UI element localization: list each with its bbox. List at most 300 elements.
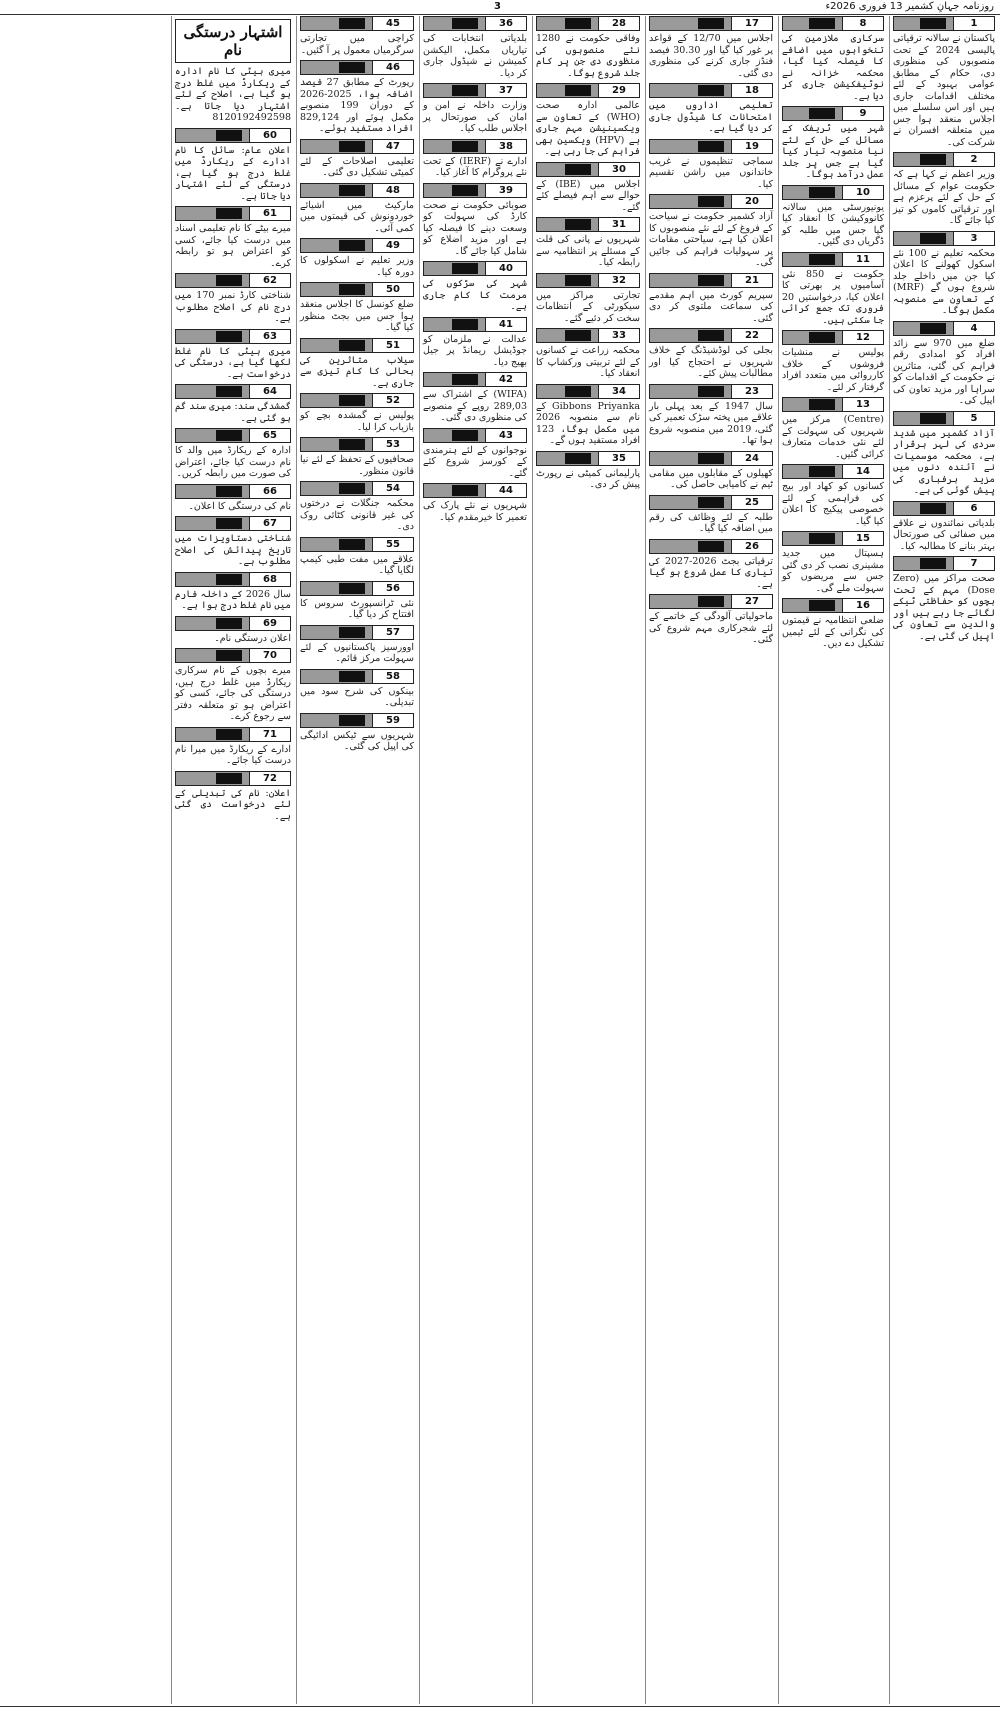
news-item <box>649 273 773 325</box>
header-tag-icon <box>809 466 835 477</box>
item-body: کسانوں کو کھاد اور بیج کی فراہمی کے لئے خصوصی پیکیج کا اعلان کیا گیا۔ <box>782 481 884 527</box>
header-tag-icon <box>339 539 365 550</box>
item-body: طلبہ کے لئے وظائف کی رقم میں اضافہ کیا گیا۔ <box>649 511 773 534</box>
news-item <box>300 537 414 577</box>
news-item <box>175 428 291 480</box>
item-body: ترقیاتی بجٹ 2026-2027 کی تیاری کا عمل شروع ہو گیا ہے۔ <box>649 555 773 590</box>
item-header <box>175 727 291 742</box>
item-number: 35 <box>598 452 639 465</box>
header-tag-icon <box>452 430 478 441</box>
item-header <box>782 531 884 546</box>
header-tag-icon <box>216 208 242 219</box>
item-header <box>300 16 414 31</box>
header-tag-icon <box>698 18 724 29</box>
item-body: (WIFA) کے اشتراک سے 289,03 روپے کے منصوبے کی منظوری دی گئی۔ <box>423 389 527 423</box>
news-item <box>300 437 414 477</box>
item-number: 72 <box>249 772 290 785</box>
header-tag-icon <box>565 164 591 175</box>
item-number: 55 <box>372 538 413 551</box>
item-number: 3 <box>953 232 994 245</box>
news-item <box>423 261 527 313</box>
page-number: 3 <box>494 1 501 12</box>
header-tag-icon <box>809 533 835 544</box>
item-header <box>536 273 640 288</box>
news-item <box>423 16 527 79</box>
header-tag-icon <box>565 219 591 230</box>
item-header <box>893 501 995 516</box>
header-tag-icon <box>698 386 724 397</box>
news-item <box>175 572 291 612</box>
item-number: 37 <box>485 84 526 97</box>
item-body: صحافیوں کے تحفظ کے لئے نیا قانون منظور۔ <box>300 454 414 477</box>
news-item <box>175 771 291 823</box>
item-number: 65 <box>249 429 290 442</box>
header-tag-icon <box>452 374 478 385</box>
item-body: ادارہ کے ریکارڈ میں والد کا نام درست کیا جائے، اعتراض کی صورت میں رابطہ کریں۔ <box>175 445 291 479</box>
news-item <box>649 539 773 591</box>
header-tag-icon <box>698 596 724 607</box>
item-header <box>649 194 773 209</box>
item-number: 19 <box>731 140 772 153</box>
item-header <box>175 273 291 288</box>
header-tag-icon <box>216 650 242 661</box>
item-header <box>175 484 291 499</box>
item-body: یونیورسٹی میں سالانہ کانووکیشن کا انعقاد کیا گیا جس میں طلبہ کو ڈگریاں دی گئیں۔ <box>782 201 884 247</box>
news-item <box>423 372 527 424</box>
item-number: 63 <box>249 330 290 343</box>
item-body: اعلان درستگی نام۔ <box>214 632 291 644</box>
item-body: میرے بچوں کے نام سرکاری ریکارڈ میں غلط درج ہیں، درستگی کی جائے، کسی کو اعتراض ہو تو متعلقہ دفتر سے رجوع کرے۔ <box>175 665 291 722</box>
header-tag-icon <box>698 141 724 152</box>
news-item <box>300 183 414 235</box>
news-item <box>782 252 884 327</box>
item-body: شہر میں ٹریفک کے مسائل کے حل کے لئے نیا منصوبہ تیار کیا گیا ہے جس پر جلد عمل درآمد ہوگا۔ <box>782 123 884 180</box>
item-number: 2 <box>953 153 994 166</box>
item-header <box>893 231 995 246</box>
item-number: 34 <box>598 385 639 398</box>
news-item <box>175 329 291 381</box>
masthead <box>0 0 1000 15</box>
item-number: 68 <box>249 573 290 586</box>
item-body: عدالت نے ملزمان کو جوڈیشل ریمانڈ پر جیل بھیج دیا۔ <box>423 333 527 368</box>
header-tag-icon <box>216 574 242 585</box>
item-number: 12 <box>842 331 883 344</box>
item-body: محکمہ زراعت نے کسانوں کے لئے تربیتی ورکشاپ کا انعقاد کیا۔ <box>536 345 640 379</box>
item-header <box>300 625 414 640</box>
item-header <box>300 669 414 684</box>
item-header <box>300 581 414 596</box>
item-body: پارلیمانی کمیٹی نے رپورٹ پیش کر دی۔ <box>536 467 640 490</box>
item-header <box>175 516 291 531</box>
item-number: 48 <box>372 184 413 197</box>
item-number: 16 <box>842 599 883 612</box>
news-item <box>649 495 773 535</box>
header-tag-icon <box>565 453 591 464</box>
news-item <box>782 106 884 181</box>
item-number: 33 <box>598 329 639 342</box>
header-tag-icon <box>216 618 242 629</box>
item-number: 46 <box>372 61 413 74</box>
item-number: 45 <box>372 17 413 30</box>
header-tag-icon <box>339 284 365 295</box>
item-number: 30 <box>598 163 639 176</box>
item-body: ضلع میں 970 سے زائد افراد کو امدادی رقم فراہم کی گئی، متاثرین نے حکومت کے اقدامات کو سراہا اور مزید تعاون کی اپیل کی۔ <box>893 337 995 406</box>
header-tag-icon <box>565 18 591 29</box>
item-body: آزاد کشمیر حکومت نے سیاحت کے فروغ کے لئے نئے منصوبوں کا اعلان کیا ہے، سیاحتی مقامات پر سہولیات فراہم کی جائیں گی۔ <box>649 211 773 268</box>
news-item <box>300 669 414 709</box>
item-body: Gibbons Priyanka کے نام سے منصوبہ 2026 میں مکمل ہوگا، 123 افراد مستفید ہوں گے۔ <box>536 400 640 446</box>
item-body: کھیلوں کے مقابلوں میں مقامی ٹیم نے کامیابی حاصل کی۔ <box>649 467 773 490</box>
news-item <box>423 183 527 258</box>
header-tag-icon <box>809 187 835 198</box>
item-header <box>175 384 291 399</box>
news-item <box>300 16 414 56</box>
header-tag-icon <box>809 108 835 119</box>
item-number: 62 <box>249 274 290 287</box>
header-tag-icon <box>216 773 242 784</box>
item-body: شہر کی سڑکوں کی مرمت کا کام جاری ہے۔ <box>423 278 527 312</box>
item-header <box>300 338 414 353</box>
header-tag-icon <box>698 275 724 286</box>
item-header <box>893 16 995 31</box>
item-header <box>893 411 995 426</box>
news-item <box>175 128 291 203</box>
header-tag-icon <box>216 430 242 441</box>
item-body: وزارت داخلہ نے امن و امان کی صورتحال پر اجلاس طلب کیا۔ <box>423 100 527 134</box>
news-item <box>300 60 414 135</box>
item-body: شناختی کارڈ نمبر 170 میں درج نام کی اصلاح مطلوب ہے۔ <box>175 290 291 324</box>
header-tag-icon <box>339 18 365 29</box>
item-body: اوورسیز پاکستانیوں کے لئے سہولت مرکز قائم۔ <box>300 641 414 664</box>
column-2 <box>778 16 887 1704</box>
item-body: پاکستان نے سالانہ ترقیاتی پالیسی 2024 کے تحت منصوبوں کی منظوری دی، حکام کے مطابق عوامی بہبود کے لئے مختلف اقدامات جاری ہیں اور اس سلسلے میں اجلاس منعقد ہوا جس میں متعلقہ افسران نے شرکت کی۔ <box>893 33 995 148</box>
news-item <box>423 83 527 135</box>
header-tag-icon <box>809 18 835 29</box>
news-item <box>536 451 640 491</box>
column-3 <box>645 16 776 1704</box>
item-body: نوجوانوں کے لئے ہنرمندی کے کورسز شروع کئے گئے۔ <box>423 444 527 479</box>
news-item <box>423 139 527 179</box>
news-item <box>893 231 995 317</box>
news-item <box>782 598 884 650</box>
item-number: 31 <box>598 218 639 231</box>
news-item <box>649 328 773 380</box>
item-header <box>649 594 773 609</box>
news-item <box>782 464 884 527</box>
news-item <box>782 397 884 460</box>
item-header <box>649 139 773 154</box>
item-header <box>782 106 884 121</box>
item-header <box>175 428 291 443</box>
item-header <box>300 393 414 408</box>
item-body: رپورٹ کے مطابق 27 فیصد اضافہ ہوا، 2025-2026 کے دوران 199 منصوبے مکمل ہوئے اور 829,124 افراد مستفید ہوئے۔ <box>300 77 414 134</box>
header-tag-icon <box>216 331 242 342</box>
item-number: 52 <box>372 394 413 407</box>
item-body: پولیس نے گمشدہ بچے کو بازیاب کرا لیا۔ <box>300 410 414 433</box>
header-tag-icon <box>920 154 946 165</box>
item-number: 66 <box>249 485 290 498</box>
item-body: تعلیمی اداروں میں امتحانات کا شیڈول جاری کر دیا گیا ہے۔ <box>649 100 773 134</box>
ads-title: اشتہار درستگی نام <box>175 19 291 63</box>
item-header <box>423 317 527 332</box>
news-item <box>782 185 884 248</box>
item-body: سماجی تنظیموں نے غریب خاندانوں میں راشن تقسیم کیا۔ <box>649 155 773 190</box>
item-number: 14 <box>842 465 883 478</box>
item-header <box>782 16 884 31</box>
item-body: کراچی میں تجارتی سرگرمیاں معمول پر آ گئیں۔ <box>300 33 414 56</box>
header-tag-icon <box>698 330 724 341</box>
item-body: محکمہ جنگلات نے درختوں کی غیر قانونی کٹائی روک دی۔ <box>300 498 414 532</box>
item-header <box>300 437 414 452</box>
item-number: 41 <box>485 318 526 331</box>
item-body: ماحولیاتی آلودگی کے خاتمے کے لئے شجرکاری مہم شروع کی گئی۔ <box>649 611 773 645</box>
item-number: 1 <box>953 17 994 30</box>
header-tag-icon <box>452 485 478 496</box>
item-body: تعلیمی اصلاحات کے لئے کمیٹی تشکیل دی گئی۔ <box>300 155 414 178</box>
item-number: 69 <box>249 617 290 630</box>
item-body: علاقے میں مفت طبی کیمپ لگایا گیا۔ <box>300 553 414 576</box>
item-body: میری بیٹی کا نام غلط لکھا گیا ہے، درستگی کی درخواست ہے۔ <box>175 345 291 380</box>
item-header <box>175 206 291 221</box>
item-body: بلدیاتی نمائندوں نے علاقے میں صفائی کی صورتحال بہتر بنانے کا مطالبہ کیا۔ <box>893 517 995 552</box>
news-item <box>423 483 527 523</box>
item-header <box>423 183 527 198</box>
item-number: 59 <box>372 714 413 727</box>
header-tag-icon <box>339 483 365 494</box>
item-body: سیلاب متاثرین کی بحالی کا کام تیزی سے جاری ہے۔ <box>300 354 414 389</box>
item-number: 67 <box>249 517 290 530</box>
header-tag-icon <box>698 85 724 96</box>
item-body: نام کی درستگی کا اعلان۔ <box>188 500 291 512</box>
item-number: 61 <box>249 207 290 220</box>
item-header <box>536 217 640 232</box>
item-body: شہریوں سے ٹیکس ادائیگی کی اپیل کی گئی۔ <box>300 729 414 752</box>
header-tag-icon <box>809 399 835 410</box>
news-item <box>300 282 414 334</box>
header-tag-icon <box>216 130 242 141</box>
item-header <box>300 238 414 253</box>
header-tag-icon <box>339 141 365 152</box>
news-item <box>536 273 640 325</box>
item-number: 24 <box>731 452 772 465</box>
news-item <box>893 501 995 553</box>
item-body: وزیر اعظم نے کہا ہے کہ حکومت عوام کے مسائل کے حل کے لئے پرعزم ہے اور ترقیاتی کاموں کو تیز کیا جائے گا۔ <box>893 169 995 226</box>
news-item <box>175 484 291 513</box>
column-4 <box>532 16 643 1704</box>
item-header <box>782 397 884 412</box>
item-header <box>423 139 527 154</box>
item-number: 21 <box>731 274 772 287</box>
item-number: 70 <box>249 649 290 662</box>
header-tag-icon <box>339 62 365 73</box>
item-header <box>782 464 884 479</box>
item-number: 26 <box>731 540 772 553</box>
item-number: 9 <box>842 107 883 120</box>
header-tag-icon <box>920 558 946 569</box>
item-body: عالمی ادارہ صحت (WHO) کے تعاون سے ویکسینیشن مہم جاری ہے (HPV) ویکسین بھی فراہم کی جا رہی ہے۔ <box>536 100 641 157</box>
news-item <box>536 328 640 380</box>
item-body: بلدیاتی انتخابات کی تیاریاں مکمل، الیکشن کمیشن نے شیڈول جاری کر دیا۔ <box>423 33 527 79</box>
header-tag-icon <box>565 85 591 96</box>
item-number: 27 <box>731 595 772 608</box>
news-item <box>893 411 995 497</box>
item-number: 43 <box>485 429 526 442</box>
item-number: 56 <box>372 582 413 595</box>
page-footer-rule <box>0 1706 1000 1713</box>
item-header <box>649 384 773 399</box>
item-number: 6 <box>953 502 994 515</box>
item-header <box>782 330 884 345</box>
item-number: 8 <box>842 17 883 30</box>
header-tag-icon <box>339 340 365 351</box>
header-tag-icon <box>216 518 242 529</box>
news-item <box>782 16 884 102</box>
item-number: 15 <box>842 532 883 545</box>
item-header <box>649 83 773 98</box>
item-number: 58 <box>372 670 413 683</box>
header-tag-icon <box>565 275 591 286</box>
header-tag-icon <box>452 319 478 330</box>
header-tag-icon <box>698 453 724 464</box>
news-item <box>893 152 995 227</box>
item-body: ادارے کے ریکارڈ میں میرا نام درست کیا جائے۔ <box>175 743 291 766</box>
item-body: سال 2026 کے داخلہ فارم میں نام غلط درج ہوا ہے۔ <box>175 588 291 611</box>
item-number: 22 <box>731 329 772 342</box>
item-header <box>423 483 527 498</box>
news-item <box>782 531 884 594</box>
item-body: صحت مراکز میں (Zero Dose) مہم کے تحت بچوں کو حفاظتی ٹیکے لگائے جا رہے ہیں اور والدین سے تعاون کی اپیل کی گئی ہے۔ <box>893 573 995 642</box>
news-item <box>893 16 995 148</box>
news-item <box>649 594 773 646</box>
item-number: 57 <box>372 626 413 639</box>
column-7-ads <box>171 16 294 1704</box>
header-tag-icon <box>216 486 242 497</box>
item-header <box>175 572 291 587</box>
item-body: ضلعی انتظامیہ نے قیمتوں کی نگرانی کے لئے ٹیمیں تشکیل دے دیں۔ <box>782 615 884 649</box>
item-body: ادارے نے (IERF) کے تحت نئے پروگرام کا آغاز کیا۔ <box>423 155 527 178</box>
header-tag-icon <box>698 541 724 552</box>
header-tag-icon <box>920 18 946 29</box>
header-tag-icon <box>698 497 724 508</box>
item-header <box>893 152 995 167</box>
header-tag-icon <box>339 240 365 251</box>
item-header <box>782 598 884 613</box>
item-number: 39 <box>485 184 526 197</box>
header-tag-icon <box>920 503 946 514</box>
header-tag-icon <box>698 196 724 207</box>
item-header <box>175 616 291 631</box>
item-body: صوبائی حکومت نے صحت کارڈ کی سہولت کو وسعت دینے کا فیصلہ کیا ہے اور مزید اضلاع کو شامل کیا جائے گا۔ <box>423 199 527 257</box>
news-item <box>782 330 884 393</box>
header-tag-icon <box>452 85 478 96</box>
item-body: اجلاس میں (IBE) کے حوالے سے اہم فیصلے کئے گئے۔ <box>536 178 640 213</box>
news-item <box>175 616 291 645</box>
item-number: 51 <box>372 339 413 352</box>
item-body: ضلع کونسل کا اجلاس منعقد ہوا جس میں بجٹ منظور کیا گیا۔ <box>300 299 414 333</box>
item-header <box>536 328 640 343</box>
item-header <box>175 648 291 663</box>
item-number: 25 <box>731 496 772 509</box>
item-header <box>649 16 773 31</box>
item-body: گمشدگی سند: میری سند گم ہو گئی ہے۔ <box>175 401 291 424</box>
news-item <box>300 393 414 433</box>
header-tag-icon <box>920 413 946 424</box>
item-header <box>423 261 527 276</box>
item-header <box>536 16 640 31</box>
header-tag-icon <box>216 729 242 740</box>
item-number: 53 <box>372 438 413 451</box>
news-item <box>175 384 291 424</box>
item-body: سپریم کورٹ میں اہم مقدمے کی سماعت ملتوی کر دی گئی۔ <box>649 289 773 324</box>
item-number: 18 <box>731 84 772 97</box>
header-tag-icon <box>920 323 946 334</box>
header-tag-icon <box>452 141 478 152</box>
item-number: 60 <box>249 129 290 142</box>
item-header <box>536 451 640 466</box>
item-number: 5 <box>953 412 994 425</box>
item-body: میرے بیٹے کا نام تعلیمی اسناد میں درست کیا جائے، کسی کو اعتراض ہو تو رابطہ کرے۔ <box>175 223 291 269</box>
header-tag-icon <box>216 386 242 397</box>
news-item <box>649 139 773 191</box>
header-tag-icon <box>809 332 835 343</box>
item-number: 38 <box>485 140 526 153</box>
news-item <box>175 206 291 269</box>
news-item <box>536 217 640 269</box>
item-body: محکمہ تعلیم نے 100 نئے اسکول کھولنے کا اعلان کیا جن میں داخلے جلد شروع ہوں گے (MRF) کے تعاون سے منصوبہ مکمل ہوگا۔ <box>893 247 995 316</box>
item-header <box>300 537 414 552</box>
item-body: (Centre) مرکز میں شہریوں کی سہولت کے لئے نئی خدمات متعارف کرائی گئیں۔ <box>782 414 884 460</box>
header-tag-icon <box>809 254 835 265</box>
header-tag-icon <box>452 263 478 274</box>
item-number: 71 <box>249 728 290 741</box>
item-body: ہسپتال میں جدید مشینری نصب کر دی گئی جس سے مریضوں کو سہولت ملے گی۔ <box>782 548 884 594</box>
news-item <box>423 317 527 369</box>
header-tag-icon <box>339 395 365 406</box>
item-body: آزاد کشمیر میں شدید سردی کی لہر برقرار ہے، محکمہ موسمیات نے آئندہ دنوں میں مزید برفباری کی پیش گوئی کی ہے۔ <box>893 427 995 496</box>
date-line: روزنامہ جہانِ کشمیر 13 فروری 2026ء <box>825 1 994 12</box>
news-item <box>175 516 291 568</box>
item-body: نئی ٹرانسپورٹ سروس کا افتتاح کر دیا گیا۔ <box>300 597 414 620</box>
item-number: 13 <box>842 398 883 411</box>
ads-intro: میری بیٹی کا نام ادارہ کے ریکارڈ میں غلط درج ہو گیا ہے، اصلاح کے لئے اشتہار دیا جاتا ہے۔ 8120192492598 <box>175 66 291 123</box>
item-number: 64 <box>249 385 290 398</box>
item-body: حکومت نے 850 نئی آسامیوں پر بھرتی کا اعلان کیا، درخواستیں 20 فروری تک جمع کرائی جا سکتی ہیں۔ <box>782 268 885 326</box>
item-body: بجلی کی لوڈشیڈنگ کے خلاف شہریوں نے احتجاج کیا اور مطالبات پیش کئے۔ <box>649 345 773 379</box>
news-item <box>300 481 414 533</box>
item-header <box>893 321 995 336</box>
item-header <box>300 481 414 496</box>
news-item <box>536 16 640 79</box>
item-body: سرکاری ملازمین کی تنخواہوں میں اضافے کا فیصلہ کیا گیا، محکمہ خزانہ نے نوٹیفکیشن جاری کر دیا ہے۔ <box>782 33 884 102</box>
news-item <box>300 713 414 753</box>
item-header <box>300 60 414 75</box>
item-number: 32 <box>598 274 639 287</box>
item-body: وزیر تعلیم نے اسکولوں کا دورہ کیا۔ <box>300 255 414 278</box>
news-item <box>649 16 773 79</box>
item-body: شناختی دستاویزات میں تاریخ پیدائش کی اصلاح مطلوب ہے۔ <box>175 533 291 567</box>
item-header <box>423 372 527 387</box>
item-number: 49 <box>372 239 413 252</box>
header-tag-icon <box>920 233 946 244</box>
header-tag-icon <box>339 583 365 594</box>
item-body: بینکوں کی شرح سود میں تبدیلی۔ <box>300 685 414 708</box>
header-tag-icon <box>452 185 478 196</box>
column-1 <box>889 16 998 1704</box>
item-body: پولیس نے منشیات فروشوں کے خلاف کارروائی میں متعدد افراد گرفتار کر لئے۔ <box>782 347 884 393</box>
item-body: تجارتی مراکز میں سیکورٹی کے انتظامات سخت کر دئیے گئے۔ <box>536 289 640 324</box>
news-item <box>536 162 640 214</box>
column-6 <box>296 16 417 1704</box>
